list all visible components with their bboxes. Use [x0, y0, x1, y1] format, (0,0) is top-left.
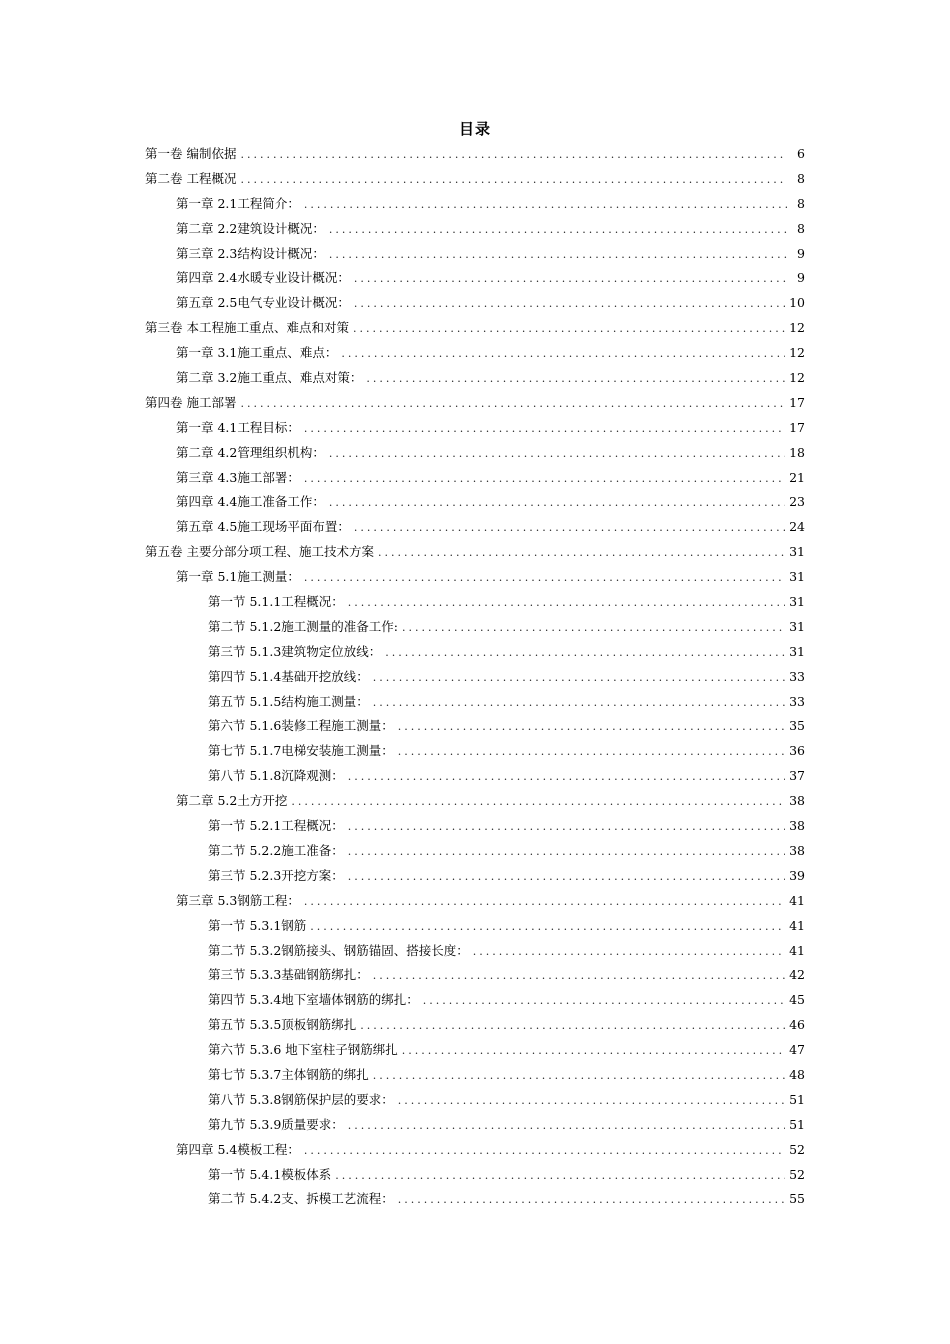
- toc-entry-label: 第四章 5.4模板工程：: [176, 1141, 300, 1157]
- toc-entry-page-number: 17: [789, 419, 805, 435]
- toc-entry-label: 第四章 4.4施工准备工作：: [176, 494, 325, 510]
- toc-entry-label: 第一章 5.1施工测量：: [176, 569, 300, 585]
- toc-entry-page-number: 12: [789, 370, 805, 386]
- toc-entry-page-number: 9: [797, 245, 805, 261]
- toc-entry-label: 第二节 5.4.2支、拆模工艺流程：: [208, 1191, 394, 1207]
- toc-entry[interactable]: [145, 864, 805, 889]
- toc-entry[interactable]: [145, 1163, 805, 1188]
- toc-entry[interactable]: [145, 1063, 805, 1088]
- toc-dot-leader: [304, 1139, 785, 1163]
- toc-entry-page-number: 48: [789, 1066, 805, 1082]
- toc-entry-page-number: 41: [789, 942, 805, 958]
- toc-entry-page-number: 36: [789, 743, 805, 759]
- toc-entry[interactable]: [145, 441, 805, 466]
- toc-entry-label: 第五章 2.5电气专业设计概况：: [176, 295, 350, 311]
- toc-dot-leader: [240, 392, 785, 416]
- toc-entry-page-number: 8: [797, 220, 805, 236]
- toc-entry-page-number: 18: [789, 444, 805, 460]
- toc-entry-label: 第三章 5.3钢筋工程：: [176, 892, 300, 908]
- toc-entry-label: 第二节 5.1.2施工测量的准备工作:: [208, 618, 398, 634]
- toc-entry-page-number: 52: [789, 1166, 805, 1182]
- toc-entry-label: 第三章 4.3施工部署：: [176, 469, 300, 485]
- toc-dot-leader: [304, 890, 785, 914]
- toc-dot-leader: [354, 267, 787, 291]
- toc-entry[interactable]: [145, 615, 805, 640]
- toc-entry[interactable]: [145, 665, 805, 690]
- toc-entry-label: 第二节 5.2.2施工准备：: [208, 842, 344, 858]
- toc-entry[interactable]: [145, 889, 805, 914]
- toc-entry-label: 第二节 5.3.2钢筋接头、钢筋锚固、搭接长度：: [208, 942, 469, 958]
- toc-dot-leader: [304, 566, 785, 590]
- toc-dot-leader: [398, 740, 785, 764]
- toc-entry-page-number: 46: [789, 1017, 805, 1033]
- toc-entry-page-number: 37: [789, 768, 805, 784]
- toc-entry-page-number: 41: [789, 917, 805, 933]
- toc-entry[interactable]: [145, 963, 805, 988]
- toc-entry-label: 第四节 5.3.4地下室墙体钢筋的绑扎：: [208, 992, 419, 1008]
- toc-entry-label: 第六节 5.3.6 地下室柱子钢筋绑扎: [208, 1042, 398, 1058]
- toc-entry-page-number: 38: [789, 818, 805, 834]
- toc-entry-page-number: 10: [789, 295, 805, 311]
- toc-entry-page-number: 6: [797, 146, 805, 161]
- toc-dot-leader: [423, 989, 785, 1013]
- toc-entry-label: 第七节 5.3.7主体钢筋的绑扎: [208, 1066, 369, 1082]
- toc-dot-leader: [348, 765, 785, 789]
- toc-dot-leader: [348, 1114, 785, 1138]
- toc-entry-page-number: 39: [789, 867, 805, 883]
- toc-entry[interactable]: [145, 1013, 805, 1038]
- toc-entry-label: 第二章 4.2管理组织机构：: [176, 444, 325, 460]
- toc-entry-label: 第一节 5.1.1工程概况：: [208, 594, 344, 610]
- toc-entry-label: 第二章 3.2施工重点、难点对策：: [176, 370, 363, 386]
- toc-dot-leader: [348, 815, 785, 839]
- toc-entry[interactable]: [145, 266, 805, 291]
- toc-dot-leader: [335, 1164, 785, 1188]
- toc-dot-leader: [398, 1188, 785, 1212]
- toc-entry[interactable]: [145, 540, 805, 565]
- toc-dot-leader: [329, 442, 785, 466]
- toc-entry[interactable]: [145, 167, 805, 192]
- toc-title: 目录: [458, 120, 491, 138]
- toc-entry[interactable]: [145, 490, 805, 515]
- toc-entry[interactable]: [145, 515, 805, 540]
- toc-entry[interactable]: [145, 1038, 805, 1063]
- toc-entry-page-number: 51: [789, 1091, 805, 1107]
- toc-entry[interactable]: [145, 1088, 805, 1113]
- toc-dot-leader: [348, 591, 785, 615]
- toc-entry-label: 第二卷 工程概况: [145, 170, 237, 186]
- toc-entry-label: 第八节 5.1.8沉降观测：: [208, 768, 344, 784]
- toc-dot-leader: [353, 317, 785, 341]
- toc-entry-label: 第五章 4.5施工现场平面布置：: [176, 519, 350, 535]
- toc-entry-label: 第一章 2.1工程简介：: [176, 195, 300, 211]
- toc-dot-leader: [373, 1064, 785, 1088]
- toc-entry-page-number: 21: [789, 469, 805, 485]
- toc-dot-leader: [310, 915, 785, 939]
- toc-entry-label: 第七节 5.1.7电梯安装施工测量：: [208, 743, 394, 759]
- toc-entry-page-number: 52: [789, 1141, 805, 1157]
- toc-entry[interactable]: [145, 1138, 805, 1163]
- toc-dot-leader: [402, 1039, 785, 1063]
- toc-entry-page-number: 17: [789, 394, 805, 410]
- toc-entry-page-number: 33: [789, 693, 805, 709]
- toc-entry-label: 第一章 3.1施工重点、难点：: [176, 345, 338, 361]
- toc-dot-leader: [473, 940, 785, 964]
- toc-entry-page-number: 45: [789, 992, 805, 1008]
- toc-dot-leader: [398, 1089, 785, 1113]
- toc-entry-label: 第三节 5.1.3建筑物定位放线：: [208, 643, 382, 659]
- toc-entry-page-number: 9: [797, 270, 805, 286]
- toc-entry-page-number: 31: [789, 618, 805, 634]
- toc-entry[interactable]: [145, 416, 805, 441]
- toc-entry-label: 第三节 5.2.3开挖方案：: [208, 867, 344, 883]
- toc-entry[interactable]: [145, 565, 805, 590]
- toc-dot-leader: [366, 367, 785, 391]
- toc-entry-label: 第二章 2.2建筑设计概况：: [176, 220, 325, 236]
- toc-entry-label: 第二章 5.2土方开挖: [176, 793, 288, 809]
- toc-entry[interactable]: [145, 242, 805, 267]
- toc-entry-label: 第四节 5.1.4基础开挖放线：: [208, 668, 369, 684]
- toc-entry-page-number: 31: [789, 569, 805, 585]
- toc-dot-leader: [360, 1014, 785, 1038]
- toc-entry[interactable]: [145, 192, 805, 217]
- toc-entry[interactable]: [145, 789, 805, 814]
- toc-entry-page-number: 38: [789, 842, 805, 858]
- toc-dot-leader: [329, 218, 787, 242]
- toc-dot-leader: [402, 616, 785, 640]
- toc-entry-label: 第六节 5.1.6装修工程施工测量：: [208, 718, 394, 734]
- toc-entry-label: 第五节 5.1.5结构施工测量：: [208, 693, 369, 709]
- toc-entry-page-number: 51: [789, 1116, 805, 1132]
- toc-dot-leader: [398, 715, 785, 739]
- toc-entry-label: 第五节 5.3.5顶板钢筋绑扎: [208, 1017, 357, 1033]
- toc-entry[interactable]: [145, 466, 805, 491]
- toc-entry-label: 第三章 2.3结构设计概况：: [176, 245, 325, 261]
- toc-entry[interactable]: [145, 914, 805, 939]
- toc-entry-page-number: 12: [789, 345, 805, 361]
- toc-dot-leader: [373, 964, 785, 988]
- toc-entry-page-number: 8: [797, 170, 805, 186]
- toc-dot-leader: [348, 840, 785, 864]
- toc-entry-page-number: 38: [789, 793, 805, 809]
- toc-entry-label: 第一节 5.3.1钢筋: [208, 917, 307, 933]
- toc-entry-label: 第一卷 编制依据: [145, 146, 237, 161]
- toc-entry[interactable]: [145, 690, 805, 715]
- toc-entry-page-number: 31: [789, 643, 805, 659]
- toc-entry-label: 第一节 5.4.1模板体系: [208, 1166, 332, 1182]
- toc-entry[interactable]: [145, 291, 805, 316]
- toc-entry-page-number: 42: [789, 967, 805, 983]
- toc-entry-page-number: 12: [789, 320, 805, 336]
- toc-entry-page-number: 31: [789, 544, 805, 560]
- toc-dot-leader: [348, 865, 785, 889]
- toc-entry[interactable]: [145, 1187, 805, 1212]
- toc-entry[interactable]: [145, 217, 805, 242]
- toc-dot-leader: [385, 641, 785, 665]
- toc-dot-leader: [304, 467, 785, 491]
- toc-dot-leader: [304, 417, 785, 441]
- toc-entry-page-number: 33: [789, 668, 805, 684]
- toc-entry-label: 第八节 5.3.8钢筋保护层的要求：: [208, 1091, 394, 1107]
- toc-entry-label: 第一节 5.2.1工程概况：: [208, 818, 344, 834]
- toc-dot-leader: [373, 666, 785, 690]
- toc-dot-leader: [304, 193, 787, 217]
- toc-entry[interactable]: [145, 341, 805, 366]
- toc-entry[interactable]: [145, 988, 805, 1013]
- toc-entry[interactable]: [145, 316, 805, 341]
- toc-entry-label: 第一章 4.1工程目标：: [176, 419, 300, 435]
- toc-entry-page-number: 41: [789, 892, 805, 908]
- toc-entry-page-number: 31: [789, 594, 805, 610]
- toc-entry[interactable]: [145, 839, 805, 864]
- toc-entry[interactable]: [145, 391, 805, 416]
- toc-entry[interactable]: [145, 590, 805, 615]
- toc-entry-page-number: 24: [789, 519, 805, 535]
- toc-dot-leader: [329, 243, 787, 267]
- toc-entry-label: 第三节 5.3.3基础钢筋绑扎：: [208, 967, 369, 983]
- toc-dot-leader: [341, 342, 785, 366]
- toc-entry-page-number: 8: [797, 195, 805, 211]
- toc-entry-label: 第四卷 施工部署: [145, 394, 237, 410]
- toc-dot-leader: [354, 292, 785, 316]
- toc-entry-label: 第四章 2.4水暖专业设计概况：: [176, 270, 350, 286]
- toc-entry-label: 第九节 5.3.9质量要求：: [208, 1116, 344, 1132]
- toc-dot-leader: [240, 143, 787, 167]
- toc-list: [145, 142, 805, 1212]
- toc-entry[interactable]: [145, 814, 805, 839]
- toc-entry-label: 第三卷 本工程施工重点、难点和对策: [145, 320, 349, 336]
- toc-dot-leader: [354, 516, 785, 540]
- toc-entry[interactable]: [145, 714, 805, 739]
- toc-dot-leader: [240, 168, 787, 192]
- toc-entry-page-number: 23: [789, 494, 805, 510]
- toc-entry[interactable]: [145, 939, 805, 964]
- toc-dot-leader: [329, 491, 785, 515]
- toc-entry[interactable]: [145, 1113, 805, 1138]
- toc-entry-page-number: 35: [789, 718, 805, 734]
- toc-dot-leader: [378, 541, 785, 565]
- toc-entry-page-number: 47: [789, 1042, 805, 1058]
- toc-entry[interactable]: [145, 640, 805, 665]
- toc-entry-page-number: 55: [789, 1191, 805, 1207]
- toc-dot-leader: [373, 691, 785, 715]
- toc-entry[interactable]: [145, 366, 805, 391]
- toc-entry-label: 第五卷 主要分部分项工程、施工技术方案: [145, 544, 374, 560]
- toc-entry[interactable]: [145, 739, 805, 764]
- toc-entry[interactable]: [145, 764, 805, 789]
- toc-entry[interactable]: [145, 142, 805, 167]
- toc-dot-leader: [291, 790, 785, 814]
